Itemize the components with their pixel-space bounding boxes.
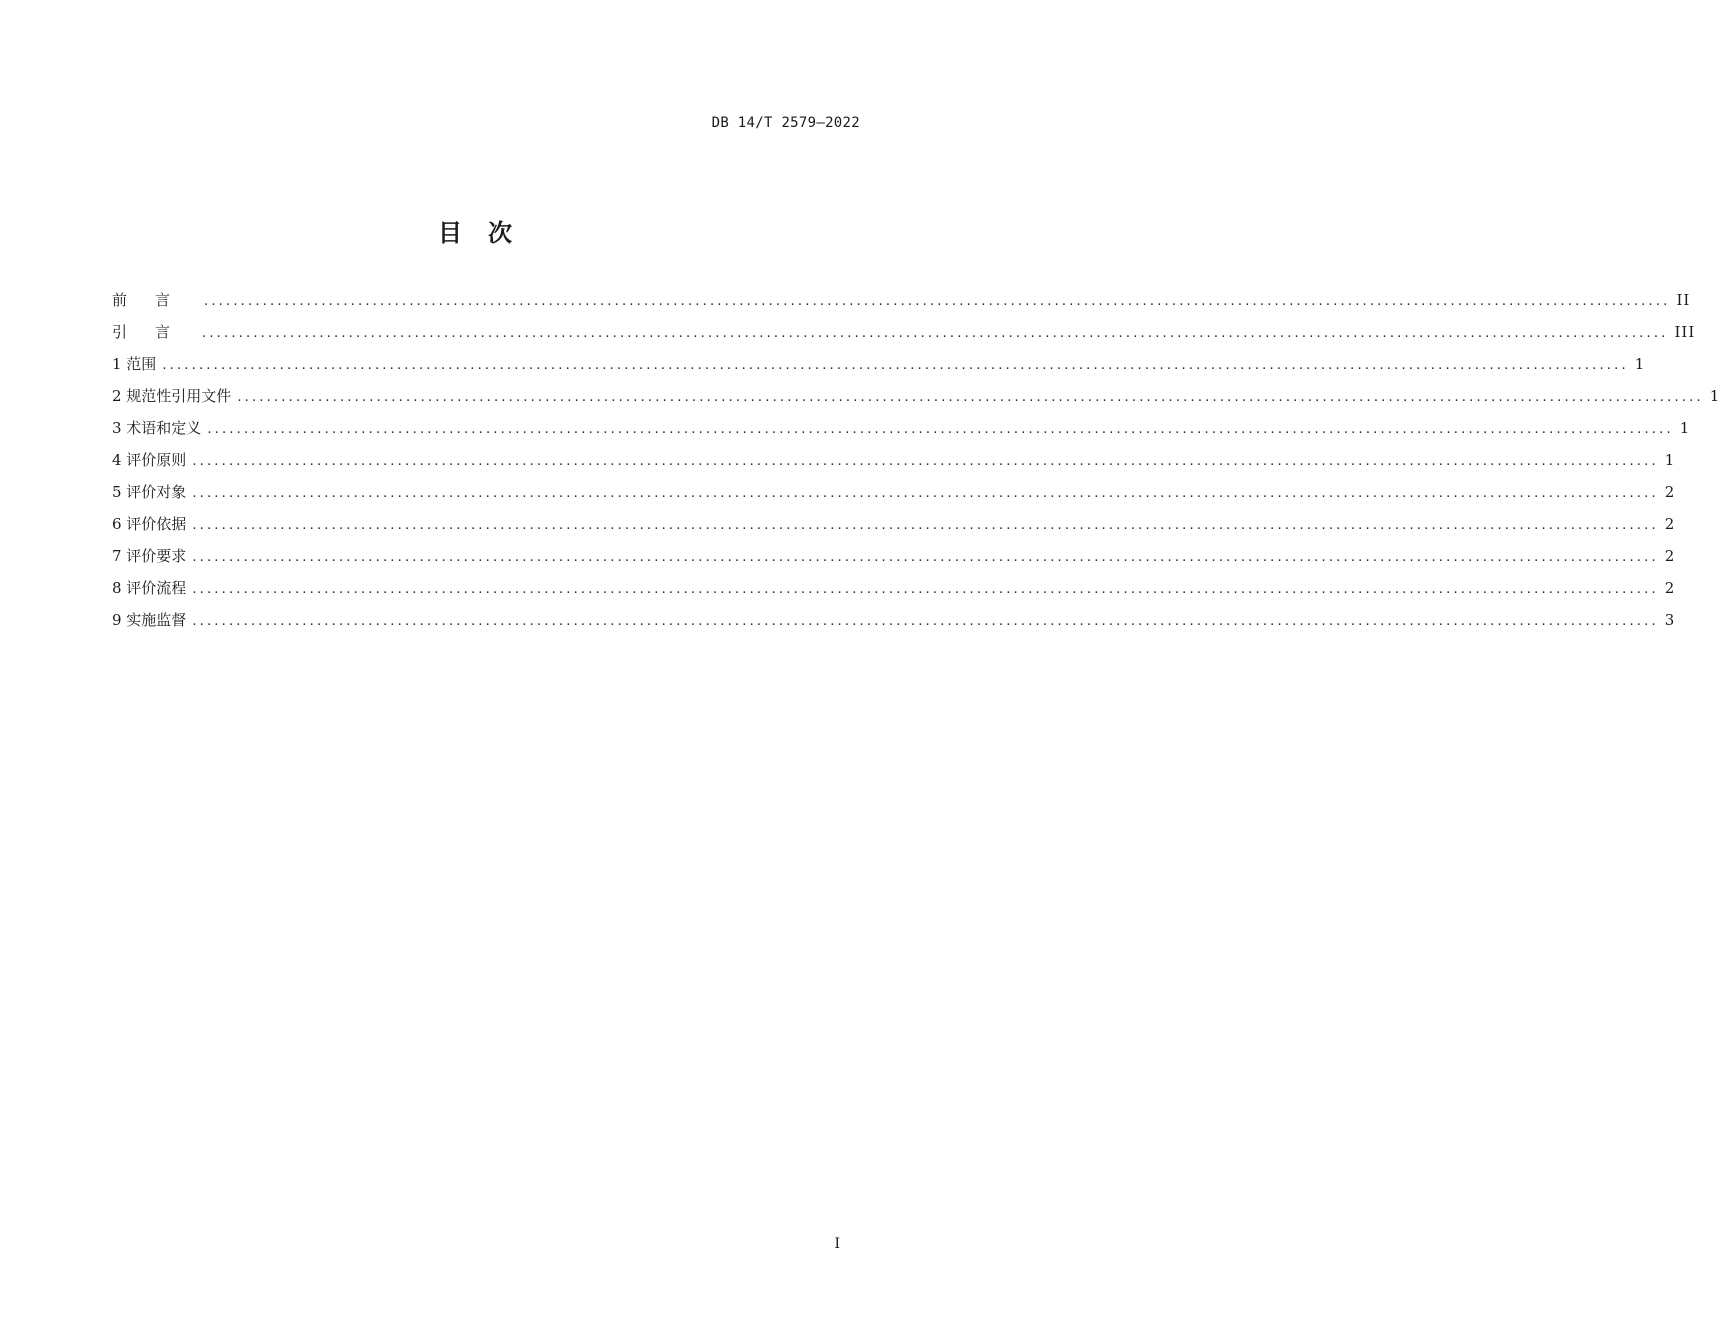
toc-entry-label: 2 规范性引用文件 [112,387,232,405]
toc-entry-label: 前言 [112,291,199,309]
toc-title: 目次 [438,219,538,248]
toc-dot-leader: ........................................................................................................................................................................................................ [202,326,1669,341]
toc-dot-leader: ........................................................................................................................................................................................................ [192,486,1659,501]
toc-entry-label: 7 评价要求 [112,547,187,565]
toc-entry-page: 3 [1664,611,1676,629]
toc-entry-page: 2 [1664,483,1676,501]
toc-entry-label: 引言 [112,323,199,341]
table-of-contents [112,284,1720,636]
toc-entry-scope[interactable] [112,348,1646,380]
toc-entry-label: 3 术语和定义 [112,419,202,437]
toc-entry-label: 9 实施监督 [112,611,187,629]
toc-entry-introduction[interactable] [112,316,1696,348]
toc-dot-leader: ........................................................................................................................................................................................................ [192,582,1659,597]
toc-dot-leader: ........................................................................................................................................................................................................ [237,390,1704,405]
toc-entry-label: 4 评价原则 [112,451,187,469]
toc-entry-page: 2 [1664,515,1676,533]
toc-entry-implementation-supervision[interactable] [112,604,1676,636]
toc-entry-evaluation-requirements[interactable] [112,540,1676,572]
toc-entry-terms-definitions[interactable] [112,412,1691,444]
toc-entry-page: 1 [1709,387,1720,405]
toc-entry-evaluation-basis[interactable] [112,508,1676,540]
toc-dot-leader: ........................................................................................................................................................................................................ [207,422,1674,437]
toc-entry-page: 1 [1634,355,1646,373]
toc-entry-label: 1 范围 [112,355,157,373]
toc-entry-label: 5 评价对象 [112,483,187,501]
toc-entry-normative-references[interactable] [112,380,1720,412]
toc-dot-leader: ........................................................................................................................................................................................................ [192,550,1659,565]
toc-dot-leader: ........................................................................................................................................................................................................ [204,294,1671,309]
toc-entry-foreword[interactable] [112,284,1691,316]
toc-entry-page: 1 [1664,451,1676,469]
toc-entry-evaluation-process[interactable] [112,572,1676,604]
toc-entry-page: 2 [1664,547,1676,565]
toc-entry-page: II [1676,291,1691,309]
toc-dot-leader: ........................................................................................................................................................................................................ [162,358,1629,373]
toc-entry-label: 6 评价依据 [112,515,187,533]
toc-entry-evaluation-objects[interactable] [112,476,1676,508]
toc-entry-page: 2 [1664,579,1676,597]
toc-entry-label: 8 评价流程 [112,579,187,597]
toc-dot-leader: ........................................................................................................................................................................................................ [192,454,1659,469]
toc-entry-evaluation-principles[interactable] [112,444,1676,476]
standard-code: DB 14/T 2579—2022 [711,115,860,131]
toc-dot-leader: ........................................................................................................................................................................................................ [192,614,1659,629]
page-number: I [834,1236,840,1252]
toc-dot-leader: ........................................................................................................................................................................................................ [192,518,1659,533]
toc-entry-page: 1 [1679,419,1691,437]
toc-entry-page: III [1674,323,1696,341]
